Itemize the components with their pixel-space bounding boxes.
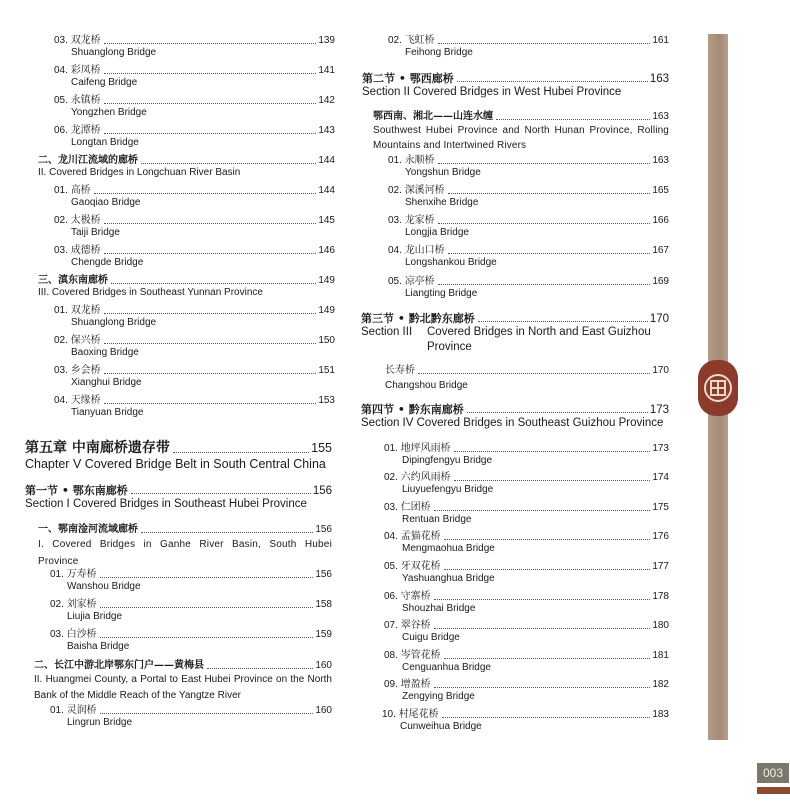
toc-entry[interactable]	[388, 155, 669, 179]
leader-dots	[100, 637, 314, 638]
section-english-title: Section I Covered Bridges in Southeast Hubei Province	[25, 498, 307, 510]
entry-page: 141	[318, 65, 335, 76]
section-heading[interactable]	[362, 73, 669, 100]
entry-number: 07.	[384, 620, 398, 631]
leader-dots	[104, 343, 317, 344]
entry-english-title: Longtan Bridge	[71, 137, 139, 148]
entry-chinese-title: 地坪风雨桥	[400, 443, 451, 454]
entry-english-title: Xianghui Bridge	[71, 377, 142, 388]
entry-number: 02.	[50, 599, 64, 610]
entry-page: 145	[318, 215, 335, 226]
entry-number: 01.	[54, 185, 68, 196]
leader-dots	[434, 510, 651, 511]
entry-chinese-title: 双龙桥	[70, 35, 101, 46]
entry-english-title: Cuigu Bridge	[402, 632, 460, 643]
section-chinese-title: 第一节 • 鄂东南廊桥	[25, 484, 128, 497]
entry-english-title: Liangting Bridge	[405, 288, 478, 299]
entry-chinese-title: 牙双花桥	[400, 561, 441, 572]
toc-entry[interactable]	[384, 561, 669, 585]
entry-english-title: Yongshun Bridge	[405, 167, 481, 178]
leader-dots	[434, 687, 651, 688]
entry-page: 161	[652, 35, 669, 46]
entry-page: 176	[652, 531, 669, 542]
leader-dots	[438, 43, 651, 44]
toc-entry[interactable]	[54, 365, 335, 389]
entry-number: 06.	[54, 125, 68, 136]
entry-page: 173	[652, 443, 669, 454]
section-chinese-title: 第二节 • 鄂西廊桥	[362, 72, 454, 85]
leader-dots	[467, 412, 648, 413]
entry-page: 178	[652, 591, 669, 602]
entry-number: 03.	[54, 245, 68, 256]
leader-dots	[478, 321, 648, 322]
entry-chinese-title: 双龙桥	[70, 305, 101, 316]
entry-number: 05.	[388, 276, 402, 287]
leader-dots	[104, 313, 317, 314]
entry-page: 142	[318, 95, 335, 106]
toc-entry[interactable]	[384, 531, 669, 555]
entry-chinese-title: 深溪河桥	[404, 185, 445, 196]
entry-number: 02.	[388, 35, 402, 46]
entry-chinese-title: 永镇桥	[70, 95, 101, 106]
entry-english-title: Taiji Bridge	[71, 227, 120, 238]
entry-page: 163	[652, 111, 669, 122]
entry-page: 150	[318, 335, 335, 346]
entry-page: 149	[318, 275, 335, 286]
entry-number: 02.	[54, 215, 68, 226]
toc-entry[interactable]	[54, 215, 335, 239]
leader-dots	[496, 119, 650, 120]
toc-entry[interactable]	[54, 185, 335, 209]
entry-chinese-title: 龙家桥	[404, 215, 435, 226]
entry-english-title: I. Covered Bridges in Ganhe River Basin, South Hubei Province	[38, 539, 332, 567]
toc-entry[interactable]	[50, 705, 332, 729]
entry-number: 03.	[54, 365, 68, 376]
section-heading[interactable]	[361, 404, 669, 431]
entry-english-title: Wanshou Bridge	[67, 581, 141, 592]
entry-chinese-title: 万寿桥	[66, 569, 97, 580]
toc-entry[interactable]	[385, 365, 669, 392]
leader-dots	[207, 668, 313, 669]
entry-english-title: Cenguanhua Bridge	[402, 662, 491, 673]
toc-entry[interactable]	[54, 395, 335, 419]
entry-english-title: Lingrun Bridge	[67, 717, 133, 728]
section-heading[interactable]	[25, 485, 332, 512]
leader-dots	[444, 658, 651, 659]
entry-page: 156	[315, 524, 332, 535]
leader-dots	[104, 403, 317, 404]
toc-entry[interactable]	[388, 245, 669, 269]
entry-page: 153	[318, 395, 335, 406]
entry-chinese-title: 白沙桥	[66, 629, 97, 640]
section-english-title: Covered Bridges in North and East Guizhou Province	[427, 326, 651, 353]
entry-chinese-title: 太极桥	[70, 215, 101, 226]
leader-dots	[100, 713, 314, 714]
entry-page: 181	[652, 650, 669, 661]
toc-entry[interactable]	[384, 679, 669, 703]
toc-entry[interactable]	[50, 629, 332, 653]
entry-page: 180	[652, 620, 669, 631]
toc-entry[interactable]	[384, 472, 669, 496]
entry-chinese-title: 高桥	[70, 185, 91, 196]
entry-chinese-title: 一、鄂南淦河流域廊桥	[38, 524, 138, 535]
entry-english-title: Yongzhen Bridge	[71, 107, 147, 118]
leader-dots	[448, 193, 651, 194]
entry-chinese-title: 灵润桥	[66, 705, 97, 716]
leader-dots	[100, 577, 314, 578]
entry-page: 166	[652, 215, 669, 226]
toc-subsection[interactable]	[34, 660, 332, 704]
entry-chinese-title: 翠谷桥	[400, 620, 431, 631]
toc-entry[interactable]	[50, 569, 332, 593]
entry-english-title: Liuyuefengyu Bridge	[402, 484, 494, 495]
leader-dots	[438, 284, 651, 285]
leader-dots	[444, 569, 651, 570]
section-heading[interactable]	[361, 313, 669, 355]
toc-entry[interactable]	[50, 599, 332, 623]
entry-number: 04.	[388, 245, 402, 256]
entry-chinese-title: 乡会桥	[70, 365, 101, 376]
entry-english-title: Shuanglong Bridge	[71, 317, 157, 328]
section-page: 170	[649, 313, 669, 325]
leader-dots	[104, 133, 317, 134]
entry-english-title: Chengde Bridge	[71, 257, 144, 268]
entry-english-title: Shouzhai Bridge	[402, 603, 476, 614]
toc-subsection[interactable]	[38, 524, 332, 570]
toc-entry[interactable]	[54, 245, 335, 269]
toc-entry[interactable]	[384, 650, 669, 674]
entry-number: 05.	[384, 561, 398, 572]
leader-dots	[104, 103, 317, 104]
entry-english-title: II. Huangmei County, a Portal to East Hubei Province on the North Bank of the Middle Reach of the Yangtze River	[34, 674, 332, 701]
section-page: 173	[649, 404, 669, 416]
leader-dots	[173, 452, 309, 453]
chapter-english-title: Chapter V Covered Bridge Belt in South Central China	[25, 457, 326, 471]
chapter-page: 155	[311, 441, 332, 455]
entry-page: 175	[652, 502, 669, 513]
entry-english-title: Shuanglong Bridge	[71, 47, 157, 58]
entry-english-title: Southwest Hubei Province and North Hunan Province, Rolling Mountains and Intertwined Rivers	[373, 125, 669, 151]
entry-chinese-title: 飞虹桥	[404, 35, 435, 46]
entry-number: 01.	[50, 569, 64, 580]
seal-ornament-icon	[698, 360, 738, 416]
entry-number: 04.	[54, 395, 68, 406]
entry-chinese-title: 二、龙川江流域的廊桥	[38, 155, 138, 166]
leader-dots	[457, 81, 648, 82]
toc-entry[interactable]	[388, 185, 669, 209]
entry-number: 04.	[384, 531, 398, 542]
section-page: 156	[312, 485, 332, 497]
toc-entry[interactable]	[382, 709, 669, 733]
toc-entry[interactable]	[54, 335, 335, 359]
entry-english-title: Longshankou Bridge	[405, 257, 497, 268]
entry-english-title: Longjia Bridge	[405, 227, 469, 238]
entry-page: 144	[318, 185, 335, 196]
entry-number: 09.	[384, 679, 398, 690]
leader-dots	[111, 283, 316, 284]
section-page: 163	[649, 73, 669, 85]
entry-page: 183	[652, 709, 669, 720]
entry-page: 160	[315, 660, 332, 671]
entry-chinese-title: 仁团桥	[400, 502, 431, 513]
toc-entry[interactable]	[384, 443, 669, 467]
entry-number: 03.	[54, 35, 68, 46]
chapter-heading[interactable]	[25, 440, 332, 472]
entry-page: 160	[315, 705, 332, 716]
toc-entry[interactable]	[388, 215, 669, 239]
entry-english-title: Baisha Bridge	[67, 641, 130, 652]
toc-entry[interactable]	[54, 95, 335, 119]
toc-entry[interactable]	[54, 305, 335, 329]
toc-entry[interactable]	[388, 35, 669, 59]
entry-chinese-title: 守寨桥	[400, 591, 431, 602]
leader-dots	[141, 163, 316, 164]
leader-dots	[448, 253, 651, 254]
entry-number: 01.	[388, 155, 402, 166]
leader-dots	[104, 73, 317, 74]
chapter-chinese-title: 第五章 中南廊桥遗存带	[25, 440, 170, 456]
entry-english-title: Dipingfengyu Bridge	[402, 455, 493, 466]
toc-entry[interactable]	[384, 620, 669, 644]
entry-number: 01.	[50, 705, 64, 716]
page-number: 003	[757, 763, 789, 783]
entry-page: 158	[315, 599, 332, 610]
entry-chinese-title: 增盈桥	[400, 679, 431, 690]
entry-page: 163	[652, 155, 669, 166]
entry-page: 169	[652, 276, 669, 287]
toc-entry[interactable]	[54, 35, 335, 59]
entry-page: 167	[652, 245, 669, 256]
entry-english-title: Rentuan Bridge	[402, 514, 472, 525]
entry-page: 151	[318, 365, 335, 376]
toc-subsection[interactable]	[373, 111, 669, 153]
entry-number: 02.	[388, 185, 402, 196]
leader-dots	[434, 628, 651, 629]
entry-chinese-title: 凉亭桥	[404, 276, 435, 287]
entry-page: 143	[318, 125, 335, 136]
entry-chinese-title: 彩凤桥	[70, 65, 101, 76]
entry-number: 05.	[54, 95, 68, 106]
entry-number: 10.	[382, 709, 396, 720]
entry-english-title: Caifeng Bridge	[71, 77, 138, 88]
toc-entry[interactable]	[384, 591, 669, 615]
entry-chinese-title: 长寿桥	[385, 365, 415, 376]
entry-chinese-title: 刘家桥	[66, 599, 97, 610]
page-number-bar	[757, 787, 790, 794]
section-english-title: Section II Covered Bridges in West Hubei Province	[362, 86, 622, 98]
entry-chinese-title: 孟猫花桥	[400, 531, 441, 542]
entry-english-title: Liujia Bridge	[67, 611, 123, 622]
leader-dots	[434, 599, 651, 600]
entry-chinese-title: 成德桥	[70, 245, 101, 256]
entry-chinese-title: 岑管花桥	[400, 650, 441, 661]
entry-english-title: Yashuanghua Bridge	[402, 573, 495, 584]
toc-entry[interactable]	[54, 125, 335, 149]
entry-english-title: Feihong Bridge	[405, 47, 473, 58]
entry-number: 04.	[54, 65, 68, 76]
entry-english-title: Zengying Bridge	[402, 691, 475, 702]
leader-dots	[438, 223, 651, 224]
leader-dots	[444, 539, 651, 540]
entry-english-title: II. Covered Bridges in Longchuan River Basin	[38, 167, 241, 178]
entry-chinese-title: 永顺桥	[404, 155, 435, 166]
entry-english-title: III. Covered Bridges in Southeast Yunnan Province	[38, 287, 263, 298]
entry-page: 174	[652, 472, 669, 483]
entry-number: 03.	[388, 215, 402, 226]
entry-english-title: Gaoqiao Bridge	[71, 197, 141, 208]
toc-subsection[interactable]	[38, 155, 335, 179]
entry-chinese-title: 龙潭桥	[70, 125, 101, 136]
entry-chinese-title: 村尾花桥	[398, 709, 439, 720]
leader-dots	[141, 532, 313, 533]
leader-dots	[454, 480, 651, 481]
entry-number: 03.	[50, 629, 64, 640]
entry-page: 182	[652, 679, 669, 690]
entry-page: 177	[652, 561, 669, 572]
entry-chinese-title: 龙山口桥	[404, 245, 445, 256]
entry-page: 146	[318, 245, 335, 256]
section-chinese-title: 第三节 • 黔北黔东廊桥	[361, 312, 475, 325]
entry-chinese-title: 鄂西南、湘北——山连水缠	[373, 111, 493, 122]
entry-page: 165	[652, 185, 669, 196]
toc-entry[interactable]	[54, 65, 335, 89]
entry-page: 170	[652, 365, 669, 376]
leader-dots	[454, 451, 651, 452]
entry-page: 144	[318, 155, 335, 166]
leader-dots	[104, 373, 317, 374]
entry-chinese-title: 二、长江中游北岸鄂东门户——黄梅县	[34, 660, 204, 671]
entry-page: 159	[315, 629, 332, 640]
entry-number: 06.	[384, 591, 398, 602]
entry-english-title: Baoxing Bridge	[71, 347, 139, 358]
entry-number: 02.	[54, 335, 68, 346]
leader-dots	[131, 493, 311, 494]
entry-number: 03.	[384, 502, 398, 513]
entry-number: 01.	[384, 443, 398, 454]
entry-chinese-title: 三、滇东南廊桥	[38, 275, 108, 286]
entry-chinese-title: 保兴桥	[70, 335, 101, 346]
leader-dots	[442, 717, 651, 718]
entry-english-title: Tianyuan Bridge	[71, 407, 144, 418]
entry-english-title: Changshou Bridge	[385, 380, 468, 391]
toc-entry[interactable]	[384, 502, 669, 526]
entry-english-title: Mengmaohua Bridge	[402, 543, 495, 554]
entry-number: 01.	[54, 305, 68, 316]
leader-dots	[94, 193, 317, 194]
entry-page: 149	[318, 305, 335, 316]
leader-dots	[418, 373, 650, 374]
leader-dots	[438, 163, 651, 164]
entry-page: 139	[318, 35, 335, 46]
entry-english-title: Shenxihe Bridge	[405, 197, 479, 208]
entry-number: 08.	[384, 650, 398, 661]
toc-entry[interactable]	[388, 276, 669, 300]
leader-dots	[104, 253, 317, 254]
leader-dots	[104, 43, 317, 44]
entry-number: 02.	[384, 472, 398, 483]
entry-chinese-title: 天缘桥	[70, 395, 101, 406]
section-english-label: Section III	[361, 326, 413, 338]
entry-chinese-title: 六约风雨桥	[400, 472, 451, 483]
leader-dots	[100, 607, 314, 608]
leader-dots	[104, 223, 317, 224]
section-english-title: Section IV Covered Bridges in Southeast Guizhou Province	[361, 417, 664, 429]
entry-page: 156	[315, 569, 332, 580]
entry-english-title: Cunweihua Bridge	[400, 721, 482, 732]
toc-subsection[interactable]	[38, 275, 335, 299]
section-chinese-title: 第四节 • 黔东南廊桥	[361, 403, 464, 416]
